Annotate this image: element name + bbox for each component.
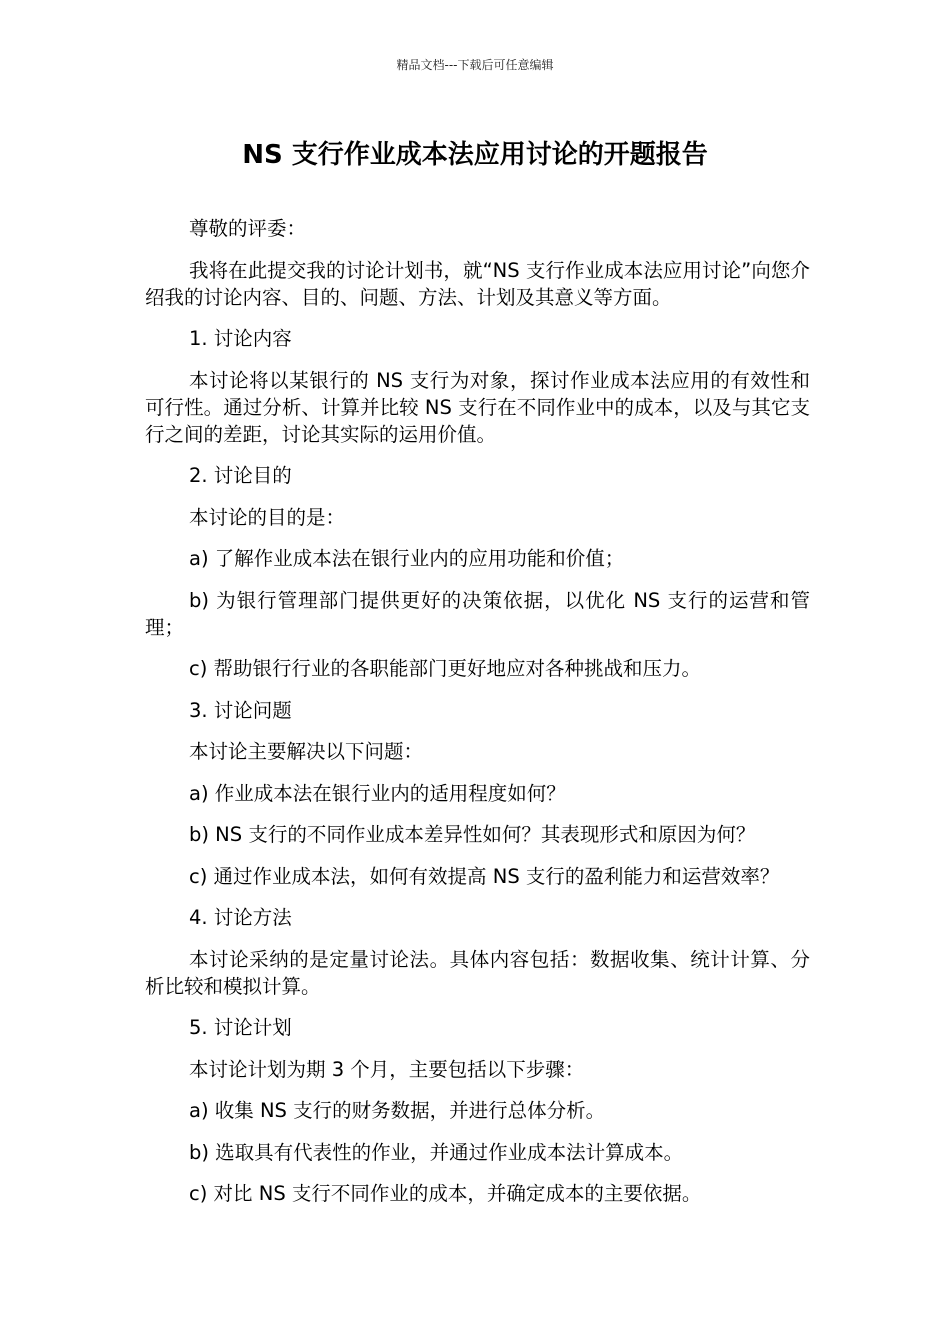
intro-paragraph: 我将在此提交我的讨论计划书，就“NS 支行作业成本法应用讨论”向您介绍我的讨论内容、目的、问题、方法、计划及其意义等方面。 <box>145 258 810 309</box>
section-heading-plan: 5. 讨论计划 <box>189 1016 292 1039</box>
plan-intro: 本讨论计划为期 3 个月，主要包括以下步骤： <box>189 1057 585 1081</box>
method-paragraph: 本讨论采纳的是定量讨论法。具体内容包括：数据收集、统计计算、分析比较和模拟计算。 <box>145 947 810 998</box>
questions-intro: 本讨论主要解决以下问题： <box>189 740 424 763</box>
plan-step-c: c) 对比 NS 支行不同作业的成本，并确定成本的主要依据。 <box>189 1182 702 1205</box>
document-body <box>145 215 810 1222</box>
question-item-c: c) 通过作业成本法，如何有效提高 NS 支行的盈利能力和运营效率？ <box>189 864 780 888</box>
purpose-item-c: c) 帮助银行行业的各职能部门更好地应对各种挑战和压力。 <box>189 657 702 680</box>
purpose-intro: 本讨论的目的是： <box>189 505 346 529</box>
content-paragraph: 本讨论将以某银行的 NS 支行为对象，探讨作业成本法应用的有效性和可行性。通过分析、计算并比较 NS 支行在不同作业中的成本，以及与其它支行之间的差距，讨论其实际的运用价值。 <box>145 368 810 446</box>
plan-step-b: b) 选取具有代表性的作业，并通过作业成本法计算成本。 <box>189 1140 684 1164</box>
section-heading-questions: 3. 讨论问题 <box>189 698 292 722</box>
document-title: NS 支行作业成本法应用讨论的开题报告 <box>242 140 708 170</box>
purpose-item-b: b) 为银行管理部门提供更好的决策依据，以优化 NS 支行的运营和管理； <box>145 588 810 639</box>
section-heading-content: 1. 讨论内容 <box>189 327 292 350</box>
plan-step-a: a) 收集 NS 支行的财务数据，并进行总体分析。 <box>189 1099 606 1122</box>
section-heading-purpose: 2. 讨论目的 <box>189 464 292 487</box>
purpose-item-a: a) 了解作业成本法在银行业内的应用功能和价值； <box>189 547 625 570</box>
header-note: 精品文档---下载后可任意编辑 <box>396 58 554 72</box>
question-item-a: a) 作业成本法在银行业内的适用程度如何？ <box>189 781 566 805</box>
salutation: 尊敬的评委： <box>189 217 307 240</box>
section-heading-method: 4. 讨论方法 <box>189 906 292 929</box>
question-item-b: b) NS 支行的不同作业成本差异性如何？其表现形式和原因为何？ <box>189 823 756 846</box>
